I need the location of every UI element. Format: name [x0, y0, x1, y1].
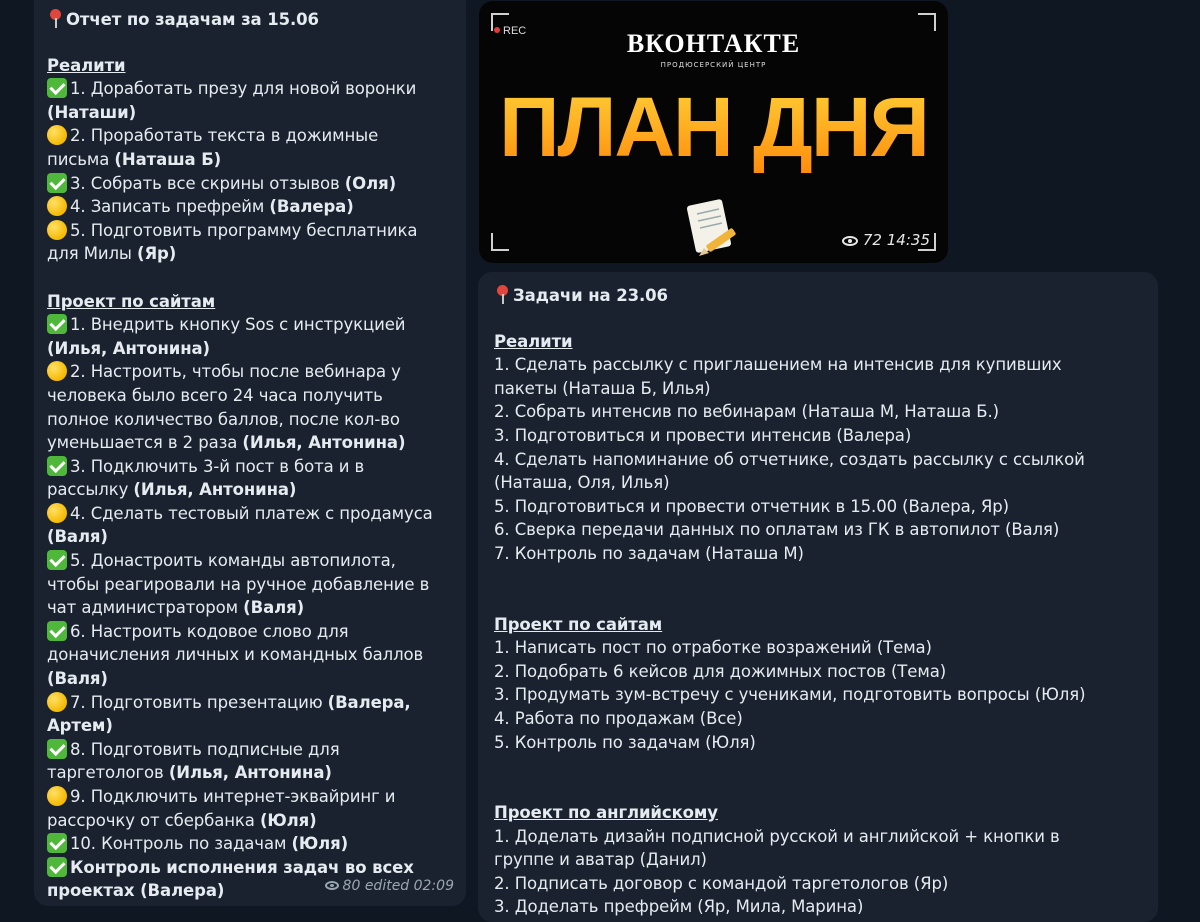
status-dot-icon [47, 196, 67, 216]
task-text: 4. Записать префрейм [70, 197, 270, 217]
task-assignee: (Юля) [259, 810, 317, 830]
task-line: 1. Сделать рассылку с приглашением на интенсив для купивших [494, 355, 1062, 375]
check-icon [47, 314, 67, 334]
task-line [47, 502, 454, 526]
task-line: 4. Сделать напоминание об отчетнике, создать рассылку с ссылкой [494, 449, 1085, 469]
video-meta [842, 231, 930, 249]
task-text: 6. Настроить кодовое слово для [70, 621, 349, 641]
task-assignee: (Валера, [327, 692, 411, 712]
frame-corner-icon [491, 233, 509, 251]
task-line [47, 313, 454, 337]
task-line [47, 431, 454, 455]
task-line [47, 785, 454, 809]
task-line [47, 667, 454, 691]
task-text: таргетологов [47, 763, 169, 783]
section-title: Реалити [47, 55, 126, 75]
task-text: доначисления личных и командных баллов [47, 645, 424, 665]
brand-subtitle: ПРОДЮСЕРСКИЙ ЦЕНТР [660, 61, 767, 69]
task-line [47, 124, 454, 148]
task-text: письма [47, 149, 115, 169]
task-line [47, 643, 454, 667]
task-text: для Милы [47, 244, 138, 264]
task-assignee: (Валя) [243, 598, 305, 618]
task-text: уменьшается в 2 раза [47, 433, 243, 453]
task-text: 9. Подключить интернет-эквайринг и [70, 787, 396, 806]
pin-icon [494, 285, 510, 305]
task-line [47, 691, 454, 715]
status-dot-icon [47, 503, 67, 523]
task-text: 2. Настроить, чтобы после вебинара у [70, 362, 401, 382]
task-assignee: Артем) [47, 716, 113, 736]
section-title: Проект по сайтам [47, 291, 216, 311]
task-text: 1. Внедрить кнопку Sos с инструкцией [70, 315, 406, 335]
task-assignee: проектах (Валера) [47, 881, 225, 901]
task-assignee: (Наташа Б) [114, 149, 222, 169]
task-line: 2. Подобрать 6 кейсов для дожимных постов (Тема) [494, 661, 947, 681]
report-message[interactable] [34, 0, 466, 906]
task-line [47, 549, 454, 573]
task-line: (Наташа, Оля, Илья) [494, 473, 670, 493]
task-line: 3. Доделать префрейм (Яр, Мила, Марина) [494, 897, 864, 917]
task-line [47, 101, 454, 125]
task-line: 1. Доделать дизайн подписной русской и английской + кнопки в [494, 826, 1060, 846]
task-line [47, 738, 454, 762]
task-assignee: Контроль исполнения задач во всех [70, 857, 414, 877]
task-assignee: (Валя) [47, 527, 108, 547]
tasks-message[interactable] [478, 272, 1158, 922]
tasks-title-row [494, 284, 1142, 308]
task-assignee: (Валя) [47, 669, 108, 689]
task-text: чтобы реагировали на ручное добавление в [47, 574, 430, 594]
task-text: 3. Подключить 3-й пост в бота и в [70, 456, 365, 476]
task-line [47, 596, 454, 620]
pin-icon [47, 9, 63, 29]
tasks-sections [494, 330, 1142, 919]
rec-label: REC [494, 25, 526, 37]
task-line [47, 809, 454, 833]
report-edited: edited 02:09 [364, 878, 454, 894]
task-assignee: (Наташи) [47, 102, 137, 122]
video-time: 14:35 [886, 231, 930, 249]
task-line [47, 761, 454, 785]
report-title: Отчет по задачам за 15.06 [66, 10, 319, 29]
task-line [47, 714, 454, 738]
task-line: 5. Контроль по задачам (Юля) [494, 732, 756, 752]
task-line: 5. Подготовиться и провести отчетник в 15.00 (Валера, Яр) [494, 496, 1009, 516]
tasks-title: Задачи на 23.06 [513, 286, 668, 305]
status-dot-icon [47, 786, 67, 806]
task-assignee: (Оля) [344, 173, 397, 193]
task-line [47, 360, 454, 384]
notepad-pencil-icon [685, 196, 739, 262]
task-line: 3. Подготовиться и провести интенсив (Валера) [494, 425, 912, 445]
check-icon [47, 456, 67, 476]
task-text: 7. Подготовить презентацию [70, 692, 328, 712]
task-assignee: (Валера) [269, 197, 354, 217]
task-line [47, 525, 454, 549]
task-assignee: (Илья, Антонина) [133, 480, 297, 500]
task-line: 7. Контроль по задачам (Наташа М) [494, 543, 804, 563]
brand-logo: ВКОНТАКТЕ [626, 29, 801, 58]
task-line: 6. Сверка передачи данных по оплатам из ГК в автопилот (Валя) [494, 520, 1060, 540]
section-title: Реалити [494, 331, 573, 351]
task-line [47, 148, 454, 172]
report-sections [47, 54, 454, 903]
check-icon [47, 833, 67, 853]
task-text: 4. Сделать тестовый платеж с продамуса [70, 503, 433, 523]
task-line [47, 408, 454, 432]
views-icon [842, 236, 858, 246]
task-line [47, 172, 454, 196]
task-text: 10. Контроль по задачам [70, 834, 292, 854]
status-dot-icon [47, 692, 67, 712]
task-line: 3. Продумать зум-встречу с учениками, подготовить вопросы (Юля) [494, 685, 1086, 705]
section-title: Проект по сайтам [494, 614, 663, 634]
task-line [47, 455, 454, 479]
report-title-row [47, 8, 454, 32]
report-views: 80 [342, 878, 361, 894]
task-text: полное количество баллов, после кол-во [47, 409, 400, 429]
task-line: 4. Работа по продажам (Все) [494, 708, 743, 728]
status-dot-icon [47, 220, 67, 240]
task-assignee: (Илья, Антонина) [47, 338, 210, 358]
check-icon [47, 550, 67, 570]
report-meta [325, 878, 454, 894]
views-icon [325, 881, 339, 890]
task-line [47, 384, 454, 408]
task-line [47, 856, 454, 880]
task-assignee: (Илья, Антонина) [168, 763, 332, 783]
check-icon [47, 78, 67, 98]
task-line: пакеты (Наташа Б, Илья) [494, 378, 711, 398]
task-text: 3. Собрать все скрины отзывов [70, 173, 345, 193]
video-headline: ПЛАН ДНЯ [479, 79, 948, 176]
video-preview[interactable] [479, 1, 948, 263]
check-icon [47, 857, 67, 877]
task-line [47, 242, 454, 266]
task-assignee: (Илья, Антонина) [242, 433, 406, 453]
task-line [47, 478, 454, 502]
task-line [47, 77, 454, 101]
task-text: человека было всего 24 часа получить [47, 385, 383, 405]
task-assignee: (Юля) [291, 834, 349, 854]
task-line: 2. Собрать интенсив по вебинарам (Наташа М, Наташа Б.) [494, 402, 1000, 422]
check-icon [47, 621, 67, 641]
section-gap [494, 754, 1142, 801]
task-text: рассрочку от сбербанка [47, 810, 260, 830]
section-gap [47, 266, 454, 290]
task-text: 2. Проработать текста в дожимные [70, 126, 379, 146]
task-line [47, 337, 454, 361]
task-text: чат администратором [47, 598, 244, 618]
task-line: 1. Написать пост по отработке возражений (Тема) [494, 638, 932, 658]
task-assignee: (Яр) [137, 244, 177, 264]
task-line [47, 219, 454, 243]
check-icon [47, 173, 67, 193]
task-line [47, 620, 454, 644]
task-text: рассылку [47, 480, 134, 500]
task-text: 1. Доработать презу для новой воронки [70, 79, 417, 99]
task-text: 5. Подготовить программу бесплатника [70, 220, 418, 240]
section-gap [494, 566, 1142, 613]
status-dot-icon [47, 361, 67, 381]
task-line: 2. Подписать договор с командой таргетологов (Яр) [494, 873, 949, 893]
task-line [47, 195, 454, 219]
task-text: 8. Подготовить подписные для [70, 739, 340, 759]
video-views: 72 [862, 231, 882, 249]
task-line [47, 573, 454, 597]
task-line [47, 832, 454, 856]
task-text: 5. Донастроить команды автопилота, [70, 551, 396, 571]
section-title: Проект по английскому [494, 803, 718, 823]
task-line: группе и аватар (Данил) [494, 850, 707, 870]
status-dot-icon [47, 125, 67, 145]
check-icon [47, 739, 67, 759]
